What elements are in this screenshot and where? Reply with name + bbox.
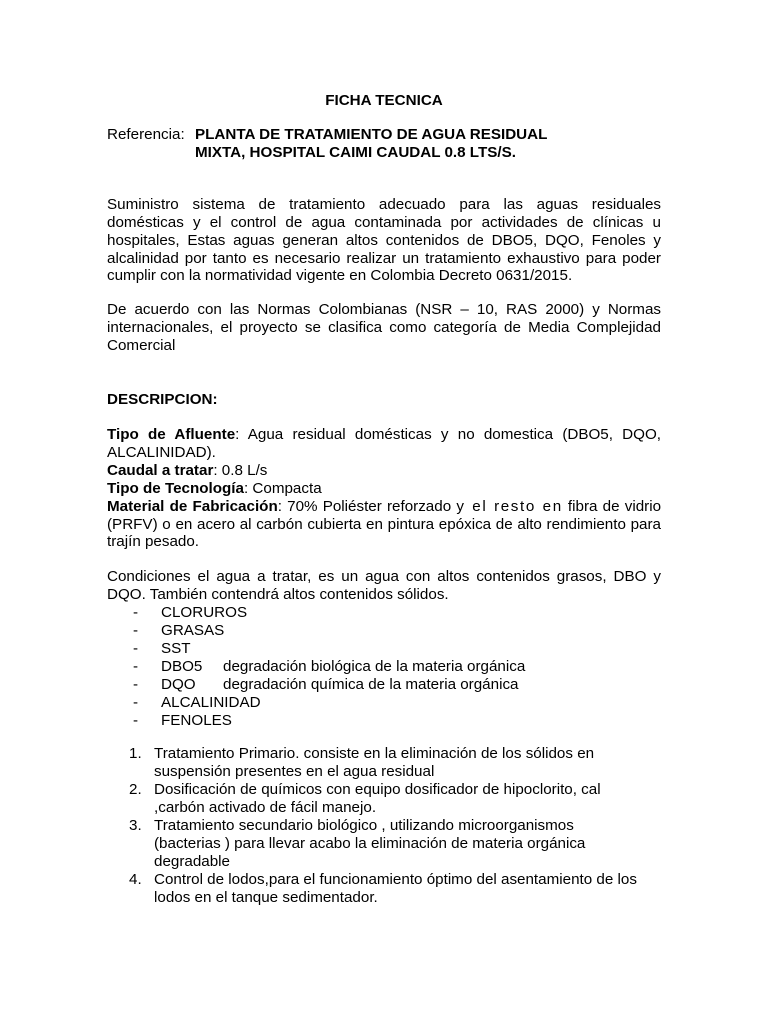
list-item-term: SST <box>161 639 191 657</box>
list-dash: - <box>133 622 139 640</box>
reference-line-2: MIXTA, HOSPITAL CAIMI CAUDAL 0.8 LTS/S. <box>195 143 516 161</box>
step-number: 1. <box>129 745 142 763</box>
spec-caudal-label: Caudal a tratar <box>107 461 214 479</box>
norms-paragraph: De acuerdo con las Normas Colombianas (NSR – 10, RAS 2000) y Normas internacionales, el proyecto se clasifica como categoría de Media Complejidad Comercial <box>107 301 661 355</box>
step-item <box>129 781 661 817</box>
specs-block <box>107 426 661 551</box>
spec-material-value-spaced: y el resto en <box>456 497 563 515</box>
document-title: FICHA TECNICA <box>325 92 443 109</box>
list-dash: - <box>133 693 139 711</box>
list-dash: - <box>133 711 139 729</box>
list-dash: - <box>133 657 139 675</box>
list-dash: - <box>133 604 139 622</box>
list-item-term: DQO <box>161 675 196 693</box>
list-item <box>133 676 661 694</box>
list-item-term: ALCALINIDAD <box>161 693 261 711</box>
spec-afluente-value: : Agua residual domésticas y no domestica (DBO5, DQO, ALCALINIDAD). <box>107 425 661 461</box>
spec-material-value-b: fibra de vidrio (PRFV) o en acero al carbón cubierta en pintura epóxica de alto rendimiento para trajín pesado. <box>107 497 662 551</box>
step-text: Tratamiento Primario. consiste en la eliminación de los sólidos en suspensión presentes en el agua residual <box>154 745 595 781</box>
spec-material <box>107 498 661 552</box>
step-text: Dosificación de químicos con equipo dosificador de hipoclorito, cal ,carbón activado de fácil manejo. <box>154 781 601 817</box>
list-item <box>133 694 661 712</box>
step-item <box>129 871 661 907</box>
list-item <box>133 640 661 658</box>
step-text: Tratamiento secundario biológico , utilizando microorganismos (bacterias ) para llevar acabo la eliminación de materia orgánica degradable <box>154 817 586 870</box>
spec-afluente <box>107 426 661 462</box>
spec-afluente-label: Tipo de Afluente <box>107 425 236 443</box>
list-item-term: GRASAS <box>161 622 225 640</box>
step-item <box>129 745 661 781</box>
step-text: Control de lodos,para el funcionamiento óptimo del asentamiento de los lodos en el tanque sedimentador. <box>154 870 637 906</box>
spec-tecnologia-label: Tipo de Tecnología <box>107 479 244 497</box>
reference-line-1: PLANTA DE TRATAMIENTO DE AGUA RESIDUAL <box>195 126 548 143</box>
spec-tecnologia-value: : Compacta <box>243 479 322 497</box>
intro-paragraph: Suministro sistema de tratamiento adecuado para las aguas residuales domésticas y el control de agua contaminada por actividades de clínicas u hospitales, Estas aguas generan altos contenidos de DBO5, DQO, Fenoles y alcalinidad por tanto es necesario realizar un tratamiento exhaustivo para poder cumplir con la normatividad vigente en Colombia Decreto 0631/2015. <box>107 195 661 285</box>
spec-material-value-a: : 70% Poliéster reforzado <box>277 497 457 515</box>
step-number: 3. <box>129 817 142 835</box>
document-page <box>107 92 661 907</box>
step-number: 2. <box>129 781 142 799</box>
list-item-desc: degradación biológica de la materia orgánica <box>223 657 526 675</box>
reference-block <box>107 126 661 162</box>
list-dash: - <box>133 639 139 657</box>
spec-caudal <box>107 462 661 480</box>
list-item <box>133 604 661 622</box>
spec-tecnologia <box>107 480 661 498</box>
list-dash: - <box>133 675 139 693</box>
list-item-term: CLORUROS <box>161 604 248 622</box>
reference-label: Referencia: <box>107 126 185 143</box>
list-item <box>133 712 661 730</box>
conditions-paragraph: Condiciones el agua a tratar, es un agua con altos contenidos grasos, DBO y DQO. También contendrá altos contenidos sólidos. <box>107 568 661 604</box>
treatment-steps-list <box>107 745 661 906</box>
step-item <box>129 817 661 871</box>
spec-material-label: Material de Fabricación <box>107 497 278 515</box>
step-number: 4. <box>129 870 142 888</box>
list-item-term: FENOLES <box>161 711 232 729</box>
spec-caudal-value: : 0.8 L/s <box>213 461 268 479</box>
list-item-desc: degradación química de la materia orgánica <box>223 675 519 693</box>
list-item <box>133 658 661 676</box>
description-heading: DESCRIPCION: <box>107 391 218 409</box>
contaminants-list <box>107 604 661 729</box>
reference-value <box>195 126 547 162</box>
list-item-term: DBO5 <box>161 657 203 675</box>
list-item <box>133 622 661 640</box>
